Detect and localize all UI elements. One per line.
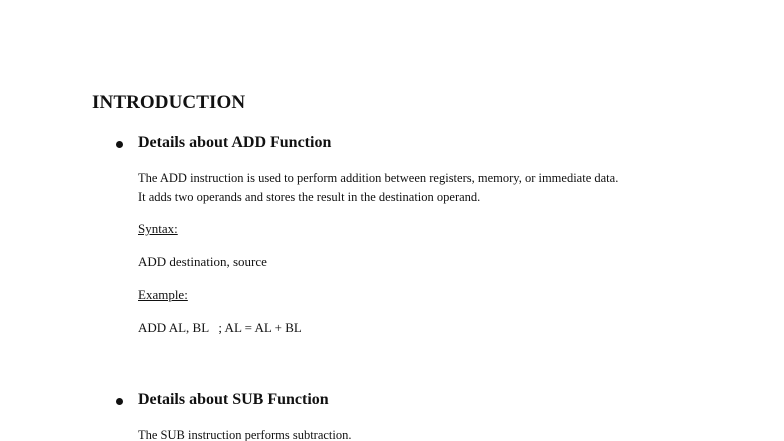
sub-description-line-1: The SUB instruction performs subtraction.: [138, 428, 352, 441]
syntax-text: ADD destination, source: [138, 254, 267, 269]
section-title-add: Details about ADD Function: [138, 134, 332, 151]
bullet-icon: [116, 141, 123, 148]
add-description-line-1: The ADD instruction is used to perform addition between registers, memory, or immediate data.: [138, 171, 619, 185]
syntax-label: Syntax:: [138, 221, 178, 236]
example-label: Example:: [138, 287, 188, 302]
page-heading: INTRODUCTION: [92, 92, 246, 113]
example-text: ADD AL, BL ; AL = AL + BL: [138, 320, 302, 335]
add-description-line-2: It adds two operands and stores the result in the destination operand.: [138, 190, 481, 204]
bullet-icon: [116, 398, 123, 405]
section-title-sub: Details about SUB Function: [138, 391, 329, 408]
